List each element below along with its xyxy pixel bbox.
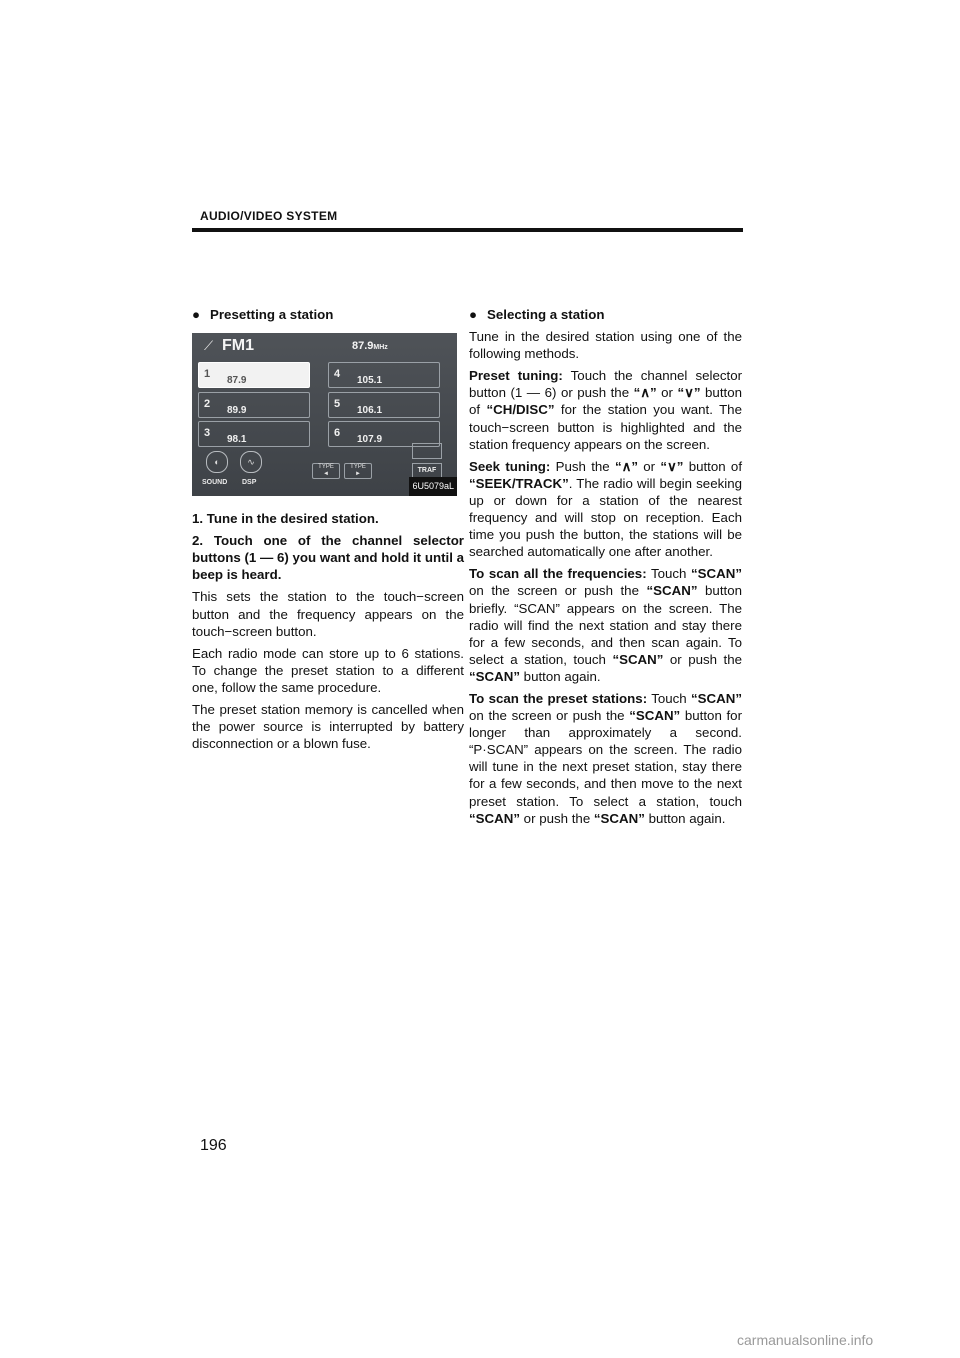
frequency-display: 87.9MHz (352, 340, 388, 353)
preset-button-4: 4 105.1 (328, 362, 440, 388)
sound-icon: ◐ (206, 451, 228, 473)
type-next-button: TYPE ► (344, 463, 372, 479)
preset-tuning-paragraph: Preset tuning: Touch the channel selector button (1 — 6) or push the “∧” or “∨” button of “CH/DISC” for the station you want. The touch−screen button is highlighted and the station frequency appears on the screen. (469, 368, 743, 452)
header-rule (192, 228, 743, 232)
preset-button-5: 5 106.1 (328, 392, 440, 418)
preset-button-6: 6 107.9 (328, 421, 440, 447)
dsp-label: DSP (242, 479, 257, 487)
page-number: 196 (200, 1137, 227, 1154)
paragraph-2: Each radio mode can store up to 6 stations. To change the preset station to a different one, follow the same procedure. (192, 645, 464, 695)
bullet-icon: ● (469, 307, 478, 322)
left-column (192, 306, 464, 757)
bullet-icon: ● (192, 307, 201, 322)
traf-button: TRAF (412, 463, 442, 479)
blank-button (412, 443, 442, 459)
step-2: 2. Touch one of the channel selector buttons (1 — 6) you want and hold it until a beep is heard. (192, 533, 464, 583)
figure-code: 6U5079aL (409, 477, 457, 496)
right-column (469, 306, 742, 832)
dsp-icon: ∿ (240, 451, 262, 473)
paragraph-1: This sets the station to the touch−screen button and the frequency appears on the touch−screen button. (192, 589, 464, 639)
step-1: 1. Tune in the desired station. (192, 511, 379, 527)
radio-screen-illustration (192, 333, 457, 496)
antenna-icon: ⟋ (204, 338, 214, 354)
scan-all-paragraph: To scan all the frequencies: Touch “SCAN” on the screen or push the “SCAN” button briefly. “SCAN” appears on the screen. The radio will find the next station and stay there for a few seconds, and then scan again. To select a station, touch “SCAN” or push the “SCAN” button again. (469, 566, 742, 684)
preset-button-3: 3 98.1 (198, 421, 310, 447)
section-header: AUDIO/VIDEO SYSTEM (200, 209, 338, 223)
seek-tuning-paragraph: Seek tuning: Push the “∧” or “∨” button of “SEEK/TRACK”. The radio will begin seeking up or down for a station of the nearest frequency and will stop on reception. Each time you push the button, the stations will be searched automatically one after another. (469, 458, 743, 560)
scan-preset-paragraph: To scan the preset stations: Touch “SCAN” on the screen or push the “SCAN” button for longer than approximately a second. “P·SCAN” appears on the screen. The radio will tune in the next preset station, stay there for a few seconds, and then move to the next preset station. To select a station, touch “SCAN” or push the “SCAN” button again. (469, 690, 743, 826)
preset-button-2: 2 89.9 (198, 392, 310, 418)
paragraph-3: The preset station memory is cancelled when the power source is interrupted by battery disconnection or a blown fuse. (192, 702, 464, 752)
watermark: carmanualsonline.info (737, 1332, 874, 1348)
selecting-heading: ● Selecting a station (469, 307, 605, 322)
type-prev-button: TYPE ◄ (312, 463, 340, 479)
band-label: FM1 (222, 337, 254, 355)
selecting-intro: Tune in the desired station using one of the following methods. (469, 329, 742, 362)
presetting-heading: ● Presetting a station (192, 307, 334, 322)
preset-button-1: 1 87.9 (198, 362, 310, 388)
sound-label: SOUND (202, 479, 228, 487)
